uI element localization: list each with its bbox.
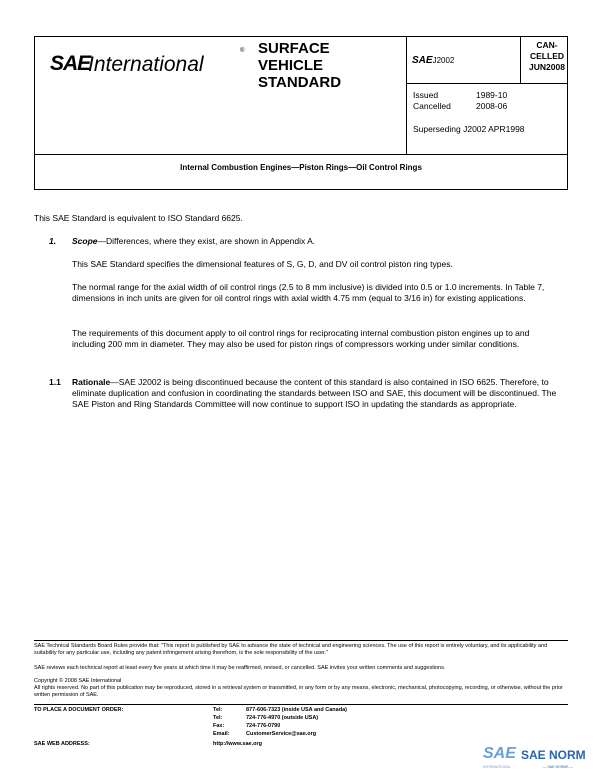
footer-rights-text: All rights reserved. No part of this publication may be reproduced, stored in a retrieval system or transmitted, in any form or by any means, electronic, mechanical, photocopying, recording, or otherwise, without the prior written permission of SAE. — [34, 685, 563, 698]
scope-paragraph-3: The requirements of this document apply to oil control rings for reciprocating internal combustion piston engines up to and including 200 mm in diameter. They may also be used for piston rings of compressors working under similar conditions. — [72, 328, 530, 350]
web-link[interactable]: http://www.sae.org — [213, 741, 262, 747]
section-1-1-number: 1.1 — [49, 377, 61, 387]
section-1-scope: Scope—Differences, where they exist, are shown in Appendix A. — [72, 236, 316, 246]
cancelled-label: Cancelled — [413, 101, 451, 111]
watermark-sae-logo: SAE — [483, 745, 516, 762]
sae-norm-watermark — [483, 745, 586, 769]
section-1-1-heading: Rationale — [72, 377, 111, 387]
cancelled-stamp: CAN- CELLED JUN2008 — [529, 40, 565, 72]
scope-paragraph-1: This SAE Standard specifies the dimensional features of S, G, D, and DV oil control piston ring types. — [72, 259, 453, 269]
superseding-note: Superseding J2002 APR1998 — [413, 124, 525, 134]
header-divider-title — [34, 154, 568, 155]
order-label: TO PLACE A DOCUMENT ORDER: — [34, 707, 124, 713]
issued-date: 1989-10 — [476, 90, 508, 100]
tel-value: 877-606-7323 (inside USA and Canada) — [246, 707, 347, 713]
section-1-heading: Scope — [72, 236, 98, 246]
sae-logo-wordmark: International — [88, 53, 204, 76]
scope-paragraph-2: The normal range for the axial width of oil control rings (2.5 to 8 mm inclusive) is divided into 0.5 or 1.0 increments. In Table 7, dimensions in inch units are given for oil control rings with axial width 4.75 mm (equal to 3/16 in) for existing applications. — [72, 282, 545, 304]
watermark-text: SAE NORM — [521, 748, 586, 762]
watermark-subtext: INTERNATIONAL — [483, 765, 511, 769]
tel2-label: Tel: — [213, 715, 223, 721]
sae-logo-mark: SAE — [50, 52, 91, 75]
document-type: SURFACE VEHICLE STANDARD — [258, 40, 342, 91]
tel-label: Tel: — [213, 707, 223, 713]
footer-rules-text: SAE Technical Standards Board Rules provide that: "This report is published by SAE to advance the state of technical and engineering sciences. The use of this report is entirely voluntary, and its applicability and suitability for any particular use, including any patent infringement arising therefrom, is the sole responsibility of the user." — [34, 643, 548, 656]
tel2-value: 724-776-4970 (outside USA) — [246, 715, 319, 721]
footer-contact-rule — [34, 704, 568, 705]
intro-paragraph: This SAE Standard is equivalent to ISO Standard 6625. — [34, 213, 243, 223]
issued-label: Issued — [413, 90, 439, 100]
web-label: SAE WEB ADDRESS: — [34, 741, 90, 747]
footer-review-text: SAE reviews each technical report at least every five years at which time it may be reaffirmed, revised, or cancelled. SAE invites your written comments and suggestions. — [34, 665, 446, 671]
email-label: Email: — [213, 731, 230, 737]
header-divider-stamp — [520, 36, 521, 83]
document-title: Internal Combustion Engines—Piston Rings—Oil Control Rings — [180, 163, 422, 172]
footer-copyright: Copyright © 2008 SAE International — [34, 678, 122, 684]
section-1-1-rationale: Rationale—SAE J2002 is being discontinued because the content of this standard is also contained in ISO 6625. Therefore, to eliminate duplication and confusion in coordinating the standards between ISO and SAE, this document will be discontinued. The SAE Piston and Ring Standards Committee will now continue to support ISO in updating the standards as appropriate. — [72, 377, 557, 410]
standard-number: SAEJ2002 — [412, 55, 455, 66]
section-1-number: 1. — [49, 236, 57, 246]
email-link[interactable]: CustomerService@sae.org — [246, 731, 317, 737]
cancelled-date: 2008-06 — [476, 101, 508, 111]
fax-label: Fax: — [213, 723, 225, 729]
watermark-subtext-2: — SAE NORMS — — [543, 765, 573, 769]
trademark-symbol: ® — [240, 48, 245, 54]
header-divider-vertical — [406, 36, 407, 154]
header-divider-number — [406, 83, 568, 84]
footer-rule — [34, 640, 568, 641]
fax-value: 724-776-0790 — [246, 723, 281, 729]
